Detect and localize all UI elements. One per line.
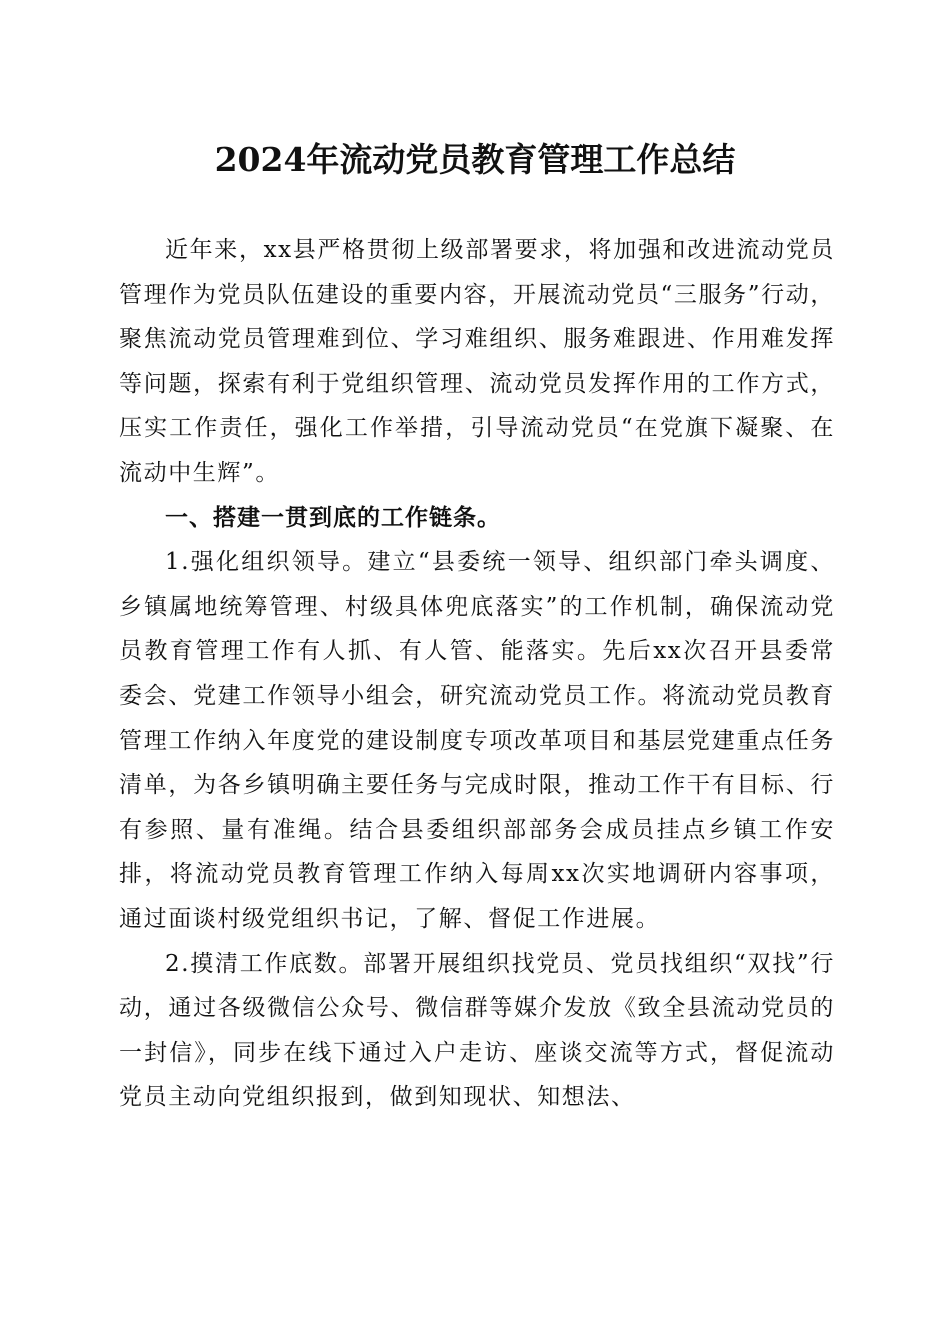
- intro-paragraph: 近年来，xx县严格贯彻上级部署要求，将加强和改进流动党员管理作为党员队伍建设的重要内容，开展流动党员“三服务”行动，聚焦流动党员管理难到位、学习难组织、服务难跟进、作用难发挥等问题，探索有利于党组织管理、流动党员发挥作用的工作方式，压实工作责任，强化工作举措，引导流动党员“在党旗下凝聚、在流动中生辉”。: [119, 237, 835, 486]
- document-body: [119, 228, 835, 1120]
- item-paragraph-2: 2.摸清工作底数。部署开展组织找党员、党员找组织“双找”行动，通过各级微信公众号、微信群等媒介发放《致全县流动党员的一封信》，同步在线下通过入户走访、座谈交流等方式，督促流动党员主动向党组织报到，做到知现状、知想法、: [119, 950, 835, 1111]
- document-title: 2024年流动党员教育管理工作总结: [214, 140, 736, 179]
- section-heading: 一、搭建一贯到底的工作链条。: [165, 504, 501, 531]
- item-paragraph-1: 1.强化组织领导。建立“县委统一领导、组织部门牵头调度、乡镇属地统筹管理、村级具体兜底落实”的工作机制，确保流动党员教育管理工作有人抓、有人管、能落实。先后xx次召开县委常委会、党建工作领导小组会，研究流动党员工作。将流动党员教育管理工作纳入年度党的建设制度专项改革项目和基层党建重点任务清单，为各乡镇明确主要任务与完成时限，推动工作干有目标、行有参照、量有准绳。结合县委组织部部务会成员挂点乡镇工作安排，将流动党员教育管理工作纳入每周xx次实地调研内容事项，通过面谈村级党组织书记，了解、督促工作进展。: [119, 549, 835, 932]
